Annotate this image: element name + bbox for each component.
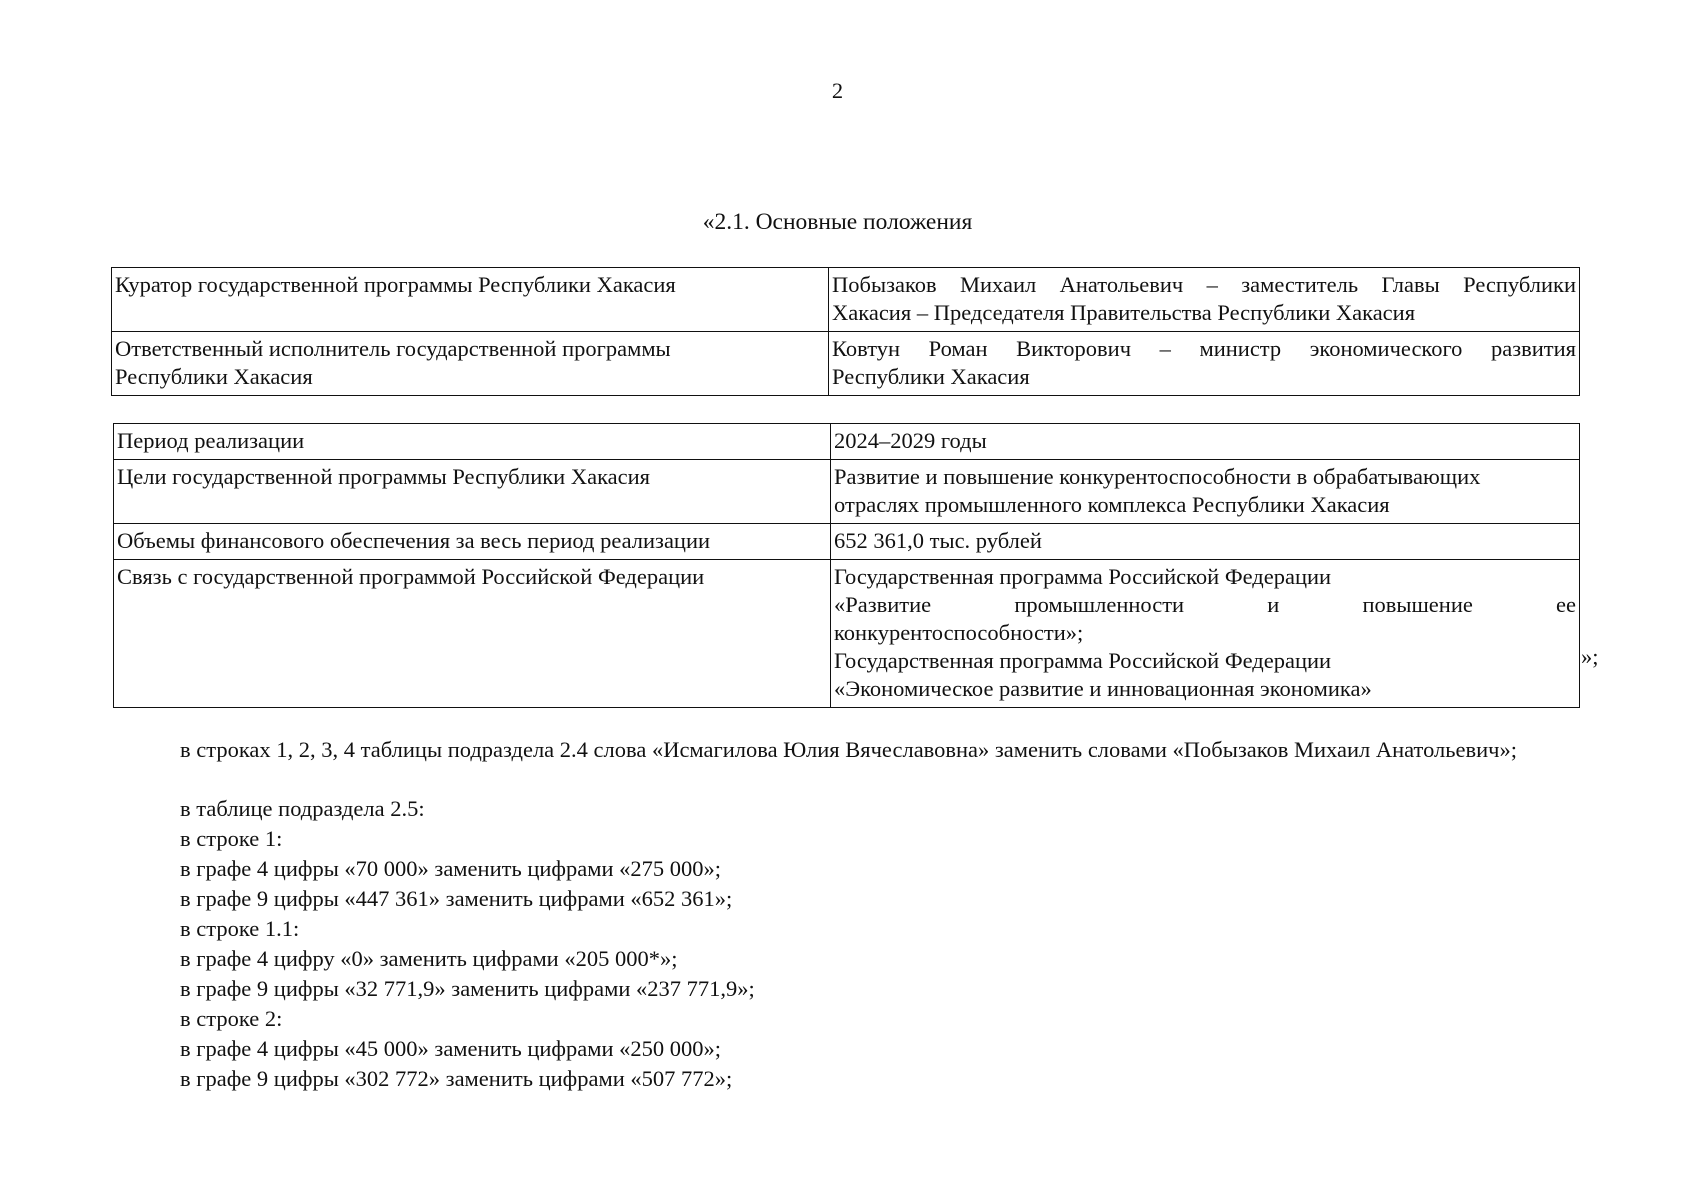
table-row xyxy=(112,332,1580,396)
amendment-line: в графе 4 цифры «70 000» заменить цифрами «275 000»; xyxy=(180,856,722,881)
amendment-line: в графе 9 цифры «447 361» заменить цифрами «652 361»; xyxy=(180,886,733,911)
amendment-line: в графе 4 цифру «0» заменить цифрами «205 000*»; xyxy=(180,946,678,971)
funding-label: Объемы финансового обеспечения за весь период реализации xyxy=(114,524,831,560)
table-row xyxy=(112,268,1580,332)
amendment-line: в графе 9 цифры «32 771,9» заменить цифрами «237 771,9»; xyxy=(180,976,755,1001)
funding-value: 652 361,0 тыс. рублей xyxy=(831,524,1580,560)
page-number: 2 xyxy=(831,78,844,103)
executor-value: Ковтун Роман Викторович – министр экономического развития Республики Хакасия xyxy=(829,332,1580,396)
federal-link-label: Связь с государственной программой Российской Федерации xyxy=(114,560,831,708)
program-curator-table xyxy=(111,267,1580,396)
amendment-line: в строке 2: xyxy=(180,1006,283,1031)
amendment-line: в таблице подраздела 2.5: xyxy=(180,796,425,821)
amendment-line: в строке 1.1: xyxy=(180,916,300,941)
table-row xyxy=(114,524,1580,560)
table-row xyxy=(114,560,1580,708)
curator-label: Куратор государственной программы Республики Хакасия xyxy=(112,268,829,332)
executor-label: Ответственный исполнитель государственной программы Республики Хакасия xyxy=(112,332,829,396)
period-label: Период реализации xyxy=(114,424,831,460)
curator-value: Побызаков Михаил Анатольевич – заместитель Главы Республики Хакасия – Председателя Правительства Республики Хакасия xyxy=(829,268,1580,332)
goals-label: Цели государственной программы Республики Хакасия xyxy=(114,460,831,524)
table-row xyxy=(114,424,1580,460)
table-row xyxy=(114,460,1580,524)
period-value: 2024–2029 годы xyxy=(831,424,1580,460)
amendment-line: в графе 9 цифры «302 772» заменить цифрами «507 772»; xyxy=(180,1066,733,1091)
closing-quote: »; xyxy=(1581,644,1599,669)
amendment-line: в графе 4 цифры «45 000» заменить цифрами «250 000»; xyxy=(180,1036,722,1061)
amendment-line: в строке 1: xyxy=(180,826,283,851)
goals-value: Развитие и повышение конкурентоспособности в обрабатывающих отраслях промышленного комплекса Республики Хакасия xyxy=(831,460,1580,524)
amendment-paragraph: в строках 1, 2, 3, 4 таблицы подраздела 2.4 слова «Исмагилова Юлия Вячеславовна» заменить словами «Побызаков Михаил Анатольевич»; xyxy=(180,737,1518,762)
federal-link-value: Государственная программа Российской Федерации «Развитие промышленности и повышение ее конкурентоспособности»; Государственная программа Российской Федерации «Экономическое развитие и инновационная экономика» xyxy=(831,560,1580,708)
section-title: «2.1. Основные положения xyxy=(702,209,973,235)
program-details-table xyxy=(113,423,1580,708)
